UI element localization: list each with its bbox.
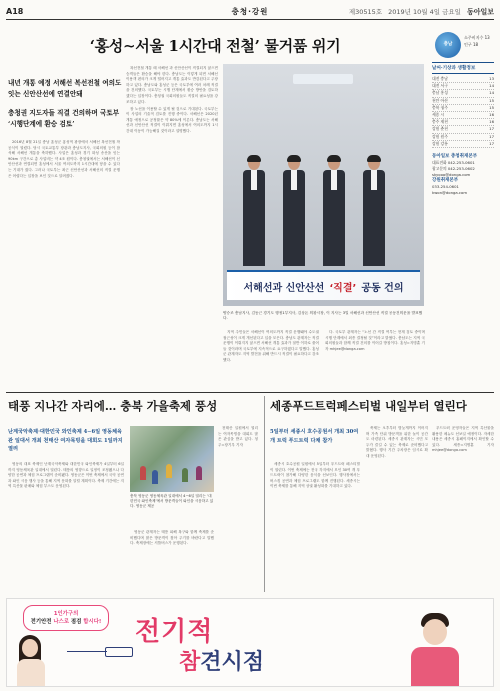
contact-line: 033-254-0601	[432, 184, 459, 190]
photo-backdrop-logo	[293, 74, 353, 84]
section-divider	[6, 392, 494, 393]
photo-person	[243, 156, 265, 266]
sidebar-row: 천안 아산 15	[432, 98, 494, 105]
mid-left-subhead: 난계국악축제·대한민국 와인축제 4∼6일 영동체육관 일대서 개최 천태산 여자목빙을 대회도 1일까지 열려	[8, 429, 123, 452]
top-article-photo	[223, 64, 424, 306]
sidebar	[432, 30, 494, 326]
mid-right-headline: 세종푸드트럭페스티벌 내일부터 열린다	[270, 399, 467, 413]
paper-name: 동아일보	[466, 7, 494, 16]
mid-left-body-col2: 영동군 관계자는 태풍 피해 복구와 함께 축제를 준비했다며 많은 방문객이 찾아 주기를 바란다고 말했다. 축제장에는 셔틀버스가 운행된다.	[130, 530, 214, 546]
contact-email[interactable]: skyooo@donga.com	[432, 172, 471, 178]
sidebar-row: 세종 시 16	[432, 112, 494, 119]
sidebar-row: 충북 청주 15	[432, 105, 494, 112]
sidebar-title: 날씨·기상과 생활정보	[432, 62, 494, 74]
banner-highlight: ‘직결’	[329, 282, 357, 294]
ad-headline: 전기적	[135, 617, 214, 647]
mid-right-body-col2: 축제는 오후부터 밤늦게까지 이어지며 가족 단위 방문객을 위한 놀이 공간도 마련된다. 세종시 관계자는 시민 모두가 즐길 수 있는 축제로 준비했다고 밝혔다. 행사 기간 주차장은 임시로 확대 운영된다.	[366, 426, 428, 458]
sidebar-list	[432, 76, 494, 148]
top-article-body-col2: 복선전철 개통 때 서해선 과 신안산선이 직결되지 않으면 승객들은 환승을 해야 한다. 충남도는 이렇게 되면 서해선 이용객 편의가 크게 떨어지고 개통 효과도 반감된다고 주장하고 있다. 충남도와 홍성군 등은 국토부에 여러 차례 직결을 건의했다. 국토부는 시행 단계에서 환승 방안을 검토하겠다는 입장이다. 충청권 국회의원들도 직결의 필요성을 강조하고 있다. 장 노선을 이용할 수 있게 될 것으로 기대된다. 국토부는 이 사업의 기술적 검토를 진행 중이다. 서해선은 2020년 개통 예정으로 공정률은 약 80%에 이른다. 충남도는 서해선과 신안산선 직결이 이뤄지면 홍성에서 여의도까지 1시간대 이동이 가능해질 것이라고 설명했다.	[126, 66, 218, 134]
sidebar-contact	[432, 154, 494, 196]
sidebar-row: 대전 서구 14	[432, 83, 494, 90]
contact-title: 강원취재본부	[432, 178, 459, 184]
contact-email[interactable]: kwon@donga.com	[432, 190, 468, 196]
top-article-body-col1: 2016년 8월 21일 충남 홍성군 홍성역 광장에서 서해선 복선전철 착공식이 열렸다. 당시 국토교통부 장관과 충남도지사, 국회의원 등이 참석해 서해선 개통을 축하했다. 사업은 홍성과 경기 화성 송산을 잇는 90km 구간으로 총 사업비는 약 4조 원이다. 충청권에서는 서해선이 신안산선과 연결되면 홍성에서 서울 여의도까지 1시간대에 닿을 수 있다는 기대가 컸다. 그러나 국토부는 최근 신안산선과 서해선의 직결 운행은 어렵다는 입장을 보인 것으로 알려졌다.	[8, 140, 120, 178]
top-article-body-col5: 다. 국토부 관계자는 “노선 간 직결 여부는 현재 검토 중이며 시행 단계에서 최종 결정될 것”이라고 밝혔다. 충남도는 지역 국회의원들과 함께 직결 건의를 이어갈 방침이다. 홍성=지명훈 기자 mhjee@donga.com	[325, 330, 425, 351]
mid-left-body-col3: 천태산 일원에서 열리는 여자목빙을 대회도 많은 관심을 받고 있다. 청주=장기우 기자	[218, 426, 258, 447]
top-article-subhead-1: 내년 개통 예정 서해선 복선전철 여의도 잇는 신안산선에 연결안돼	[8, 79, 122, 98]
festival-photo-caption: 충북 영동군 영동체육관 일대에서 4∼6일 열리는 ‘대한민국 와인축제’에서 방문객들이 와인을 시음하고 있다. 영동군 제공	[130, 494, 214, 509]
cord-icon	[67, 651, 107, 652]
photo-person	[283, 156, 305, 266]
banner-text: 서해선과 신안산선	[243, 282, 325, 294]
mid-right-subhead: 5일부터 세종시 호수공원서 개최 30여개 트럭 푸드트럭 다채 참가	[270, 429, 359, 444]
mid-right-body-col3: 푸드트럭 운영자들은 지역 특산물을 활용한 메뉴도 선보일 예정이다. 자세한 내용은 세종시 홈페이지에서 확인할 수 있다. 세종=지명훈 기자 mhjee@donga.com	[432, 426, 494, 453]
ad-headline-2: 참견시점	[179, 649, 265, 675]
mid-left-body-col1: 영동의 대표 축제인 난계국악축제와 대한민국 와인축제가 4일부터 6일까지 영동체육관 일대에서 열린다. 태풍의 영향으로 일정이 조정됐으나 다양한 공연과 체험 프로그램이 준비됐다. 영동군은 이번 축제에서 국악 공연과 와인 시음 행사 등을 통해 지역 문화를 알릴 계획이다. 축제 기간에는 지역 특산물 판매와 체험 부스도 운영된다.	[8, 462, 124, 489]
mid-left-headline: 태풍 지나간 자리에… 충북 가을축제 풍성	[8, 399, 218, 413]
top-article-headline: ‘홍성∼서울 1시간대 전철’ 물거품 위기	[89, 37, 341, 55]
sidebar-row: 충주 제천 16	[432, 119, 494, 126]
page-number: A18	[6, 7, 24, 16]
ad-model-woman	[13, 629, 49, 687]
top-article-subhead-2: 충청권 지도자들 직결 건의하며 국토부 ‘시행단계에 환승 검토’	[8, 109, 120, 128]
mid-right-body-col1: 세종시 호수공원 일원에서 5일부터 푸드트럭 페스티벌이 열린다. 이번 축제에는 전국 각지에서 모인 30여 개 푸드트럭이 참가해 다양한 음식을 선보인다. 행사장에서는 버스킹 공연과 체험 프로그램도 함께 진행된다. 세종시는 이번 축제를 통해 지역 상권 활성화를 기대하고 있다.	[270, 462, 360, 489]
contact-line: 광고문의 042-253-0602	[432, 166, 475, 172]
section-title: 충청·강원	[231, 7, 269, 16]
photo-banner	[227, 270, 420, 300]
column-separator	[264, 396, 265, 592]
contact-title: 동아일보 충청취재본부	[432, 154, 478, 160]
sidebar-row: 대전 충남 13	[432, 76, 494, 83]
sidebar-logo	[432, 30, 494, 62]
top-article-body-col3: 지역 주민들은 서해선이 여의도까지 직결 운행돼야 수도권 접근성이 크게 개선된다고 입을 모은다. 충남도 관계자는 직결 운행이 이뤄지지 않으면 서해선 개통 효과가 절반 이하로 줄어들 것이라며 국토부에 지속적으로 요구하겠다고 말했다. 홍성군 관계자도 지역 발전을 위해 반드시 직결이 필요하다고 강조했다.	[223, 330, 319, 362]
sidebar-row: 충남 홍성 14	[432, 90, 494, 97]
ad-tagline: 1인가구의 전기안전 나스로 점검 합시다!	[23, 605, 109, 631]
photo-person	[363, 156, 385, 266]
festival-photo	[130, 426, 214, 492]
issue-number: 제30515호	[348, 8, 383, 16]
page-header	[6, 4, 494, 20]
sidebar-row: 강원 춘천 17	[432, 126, 494, 133]
top-photo-caption: 양승조 충남지사, 김동근 경기도 행정1부지사, 김상돈 의왕시장, 이 지사는 3일 서해선과 신안산선 직결 공동건의문을 발표했다.	[223, 311, 423, 321]
ad-model-man	[407, 607, 463, 687]
region-logo-icon: 충남	[435, 32, 461, 58]
plug-icon	[105, 647, 133, 657]
sidebar-row: 강원 강릉 17	[432, 141, 494, 148]
contact-line: 대표전화 042-253-0601	[432, 160, 475, 166]
banner-text-end: 공동 건의	[361, 282, 404, 294]
electric-safety-ad[interactable]	[6, 598, 494, 687]
photo-person	[323, 156, 345, 266]
issue-date: 2019년 10월 4일 금요일	[388, 8, 461, 16]
sidebar-row: 강원 원주 17	[432, 134, 494, 141]
sidebar-logo-lines: 소주비지수 13 인구 18	[464, 35, 490, 47]
